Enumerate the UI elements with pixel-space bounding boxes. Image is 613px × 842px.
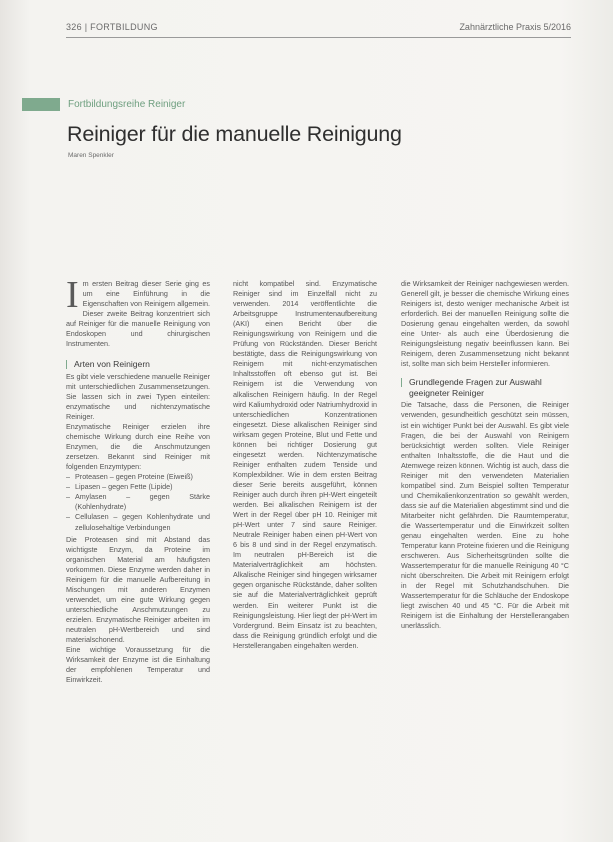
paragraph: Die Proteasen sind mit Abstand das wichtigste Enzym, da Proteine im organischen Material am häufigsten vorkommen. Diese Enzyme werden daher in Reinigern für die manuelle Aufbereitung in Mischungen mit anderen Enzymen verwendet, um eine gute Wirkung gegen unterschiedliche Anschmutzungen zu erzielen. Enzymatische Reiniger arbeiten im neutralen pH-Wertbereich und sind materialschonend. xyxy=(66,534,210,645)
text-column-1 xyxy=(66,279,210,842)
article-title: Reiniger für die manuelle Reinigung xyxy=(67,122,402,146)
intro-text: m ersten Beitrag dieser Serie ging es um eine Einführung in die Eigenschaften von Reinigern allgemein. Dieser zweite Beitrag konzentriert sich auf Reiniger für die manuelle Reinigung von Endoskopen und chirurgischen Instrumenten. xyxy=(66,279,210,349)
header-divider xyxy=(66,37,571,38)
list-item: – Amylasen – gegen Stärke (Kohlenhydrate) xyxy=(66,492,210,512)
series-color-bar xyxy=(22,98,60,111)
list-item: – Proteasen – gegen Proteine (Eiweiß) xyxy=(66,472,210,482)
drop-cap: I xyxy=(66,279,79,316)
section-heading-arten: Arten von Reinigern xyxy=(66,359,210,370)
list-item: – Cellulasen – gegen Kohlenhydrate und zellulosehaltige Verbindungen xyxy=(66,512,210,532)
paragraph: nicht kompatibel sind. Enzymatische Reiniger sind im Einzelfall nicht zu verwenden. 2014 veröffentlichte die Arbeitsgruppe Instrumentenaufbereitung (AKI) einen Bericht über die Reinigungswirkung von Reinigern und die Prüfung von Rückständen. Dieser Bericht bestätigte, dass die Reinigungswirkung von Reinigern mit nicht-enzymatischen Inhaltsstoffen oft ebenso gut ist. Bei Reinigern ist die Verwendung von alkalischen Reinigern häufig. In der Regel wird Kaliumhydroxid oder Natriumhydroxid in unterschiedlichen Konzentrationen eingesetzt. Diese alkalischen Reiniger sind wirksam gegen Proteine, Blut und Fette und können bei richtiger Dosierung gut eingesetzt werden. Nichtenzymatische Reiniger enthalten zudem Tenside und Komplexbildner. Wie in dem ersten Beitrag dieser Serie bereits ausgeführt, können Reiniger auch durch ihren pH-Wert eingeteilt werden. Bei alkalischen Reinigern ist der Wert in der Regel über pH 10. Reiniger mit pH-Wert unter 7 sind saure Reiniger. Neutrale Reiniger haben einen pH-Wert von 6 bis 8 und sind in der Regel enzymatisch. Im neutralen pH-Bereich ist die Materialverträglichkeit am höchsten. Alkalische Reiniger sind hingegen wirksamer gegen organische Rückstände, daher sollten sie auf die Materialverträglichkeit geprüft werden. Ein weiterer Punkt ist die Reinigungsleistung. Hier liegt der pH-Wert im Vordergrund. Beim Einsatz ist zu beachten, dass die Reinigung gründlich erfolgt und die Herstellerangaben eingehalten werden. xyxy=(233,279,377,650)
paragraph: Enzymatische Reiniger erzielen ihre chemische Wirkung durch eine Reihe von Enzymen, die die Anschmutzungen zersetzen. Bekannt sind Reiniger mit folgenden Enzymtypen: xyxy=(66,422,210,472)
section-heading-grundlegende-fragen: Grundlegende Fragen zur Auswahl geeigneter Reiniger xyxy=(401,377,569,398)
text-column-2 xyxy=(233,279,377,842)
paragraph: Die Tatsache, dass die Personen, die Reiniger verwenden, gesundheitlich geschützt sein müssen, ist ein wichtiger Punkt bei der Auswahl. Es gibt viele Fragen, die bei der Auswahl von Reinigern berücksichtigt werden sollten. Viele Reiniger enthalten Inhaltsstoffe, die die Haut und die Atemwege reizen können. Wichtig ist auch, dass die Reiniger mit den verwendeten Materialien kompatibel sind. Zum Beispiel sollten Temperatur und Chemikalienkonzentration so gewählt werden, dass sie auf die Materialien abgestimmt sind und die Mitarbeiter nicht gefährden. Die Raumtemperatur, die Wassertemperatur und die Einwirkzeit sollten genau eingehalten werden. Eine zu hohe Temperatur kann Proteine fixieren und die Reinigung erschweren. Aus Sicherheitsgründen sollte die Wassertemperatur für die manuelle Reinigung 40 °C nicht überschreiten. Die Arbeit mit Reinigern erfolgt in der Regel mit Schutzhandschuhen. Die Wassertemperatur für die Schläuche der Endoskope liegt zwischen 40 und 45 °C. Für die Arbeit mit Reinigern ist die Einhaltung der Herstellerangaben unerlässlich. xyxy=(401,400,569,631)
enzyme-list xyxy=(66,472,210,532)
journal-name: Zahnärztliche Praxis 5/2016 xyxy=(459,22,571,32)
intro-paragraph xyxy=(66,279,210,349)
paragraph: Eine wichtige Voraussetzung für die Wirksamkeit der Enzyme ist die Einhaltung der empfohlenen Temperatur und Einwirkzeit. xyxy=(66,645,210,685)
author-name: Maren Spenkler xyxy=(68,152,114,159)
paragraph: die Wirksamkeit der Reiniger nachgewiesen werden. Generell gilt, je besser die chemische Wirkung eines Reinigers ist, desto weniger mechanische Arbeit ist erforderlich. Bei der manuellen Reinigung sollte die Dosierung genau eingehalten werden, da sowohl eine Unter- als auch eine Überdosierung die Reinigungsleistung negativ beeinflussen kann. Bei Reinigern, deren Zusammensetzung nicht bekannt ist, sollte man sich beim Hersteller informieren. xyxy=(401,279,569,369)
page-number-section: 326 | FORTBILDUNG xyxy=(66,22,158,32)
paragraph: Es gibt viele verschiedene manuelle Reiniger mit unterschiedlichen Zusammensetzungen. Sie lassen sich in zwei Typen einteilen: enzymatische und nichtenzymatische Reiniger. xyxy=(66,371,210,422)
page-header xyxy=(66,22,571,36)
series-label: Fortbildungsreihe Reiniger xyxy=(68,99,186,110)
list-item: – Lipasen – gegen Fette (Lipide) xyxy=(66,482,210,492)
text-column-3 xyxy=(401,279,569,842)
